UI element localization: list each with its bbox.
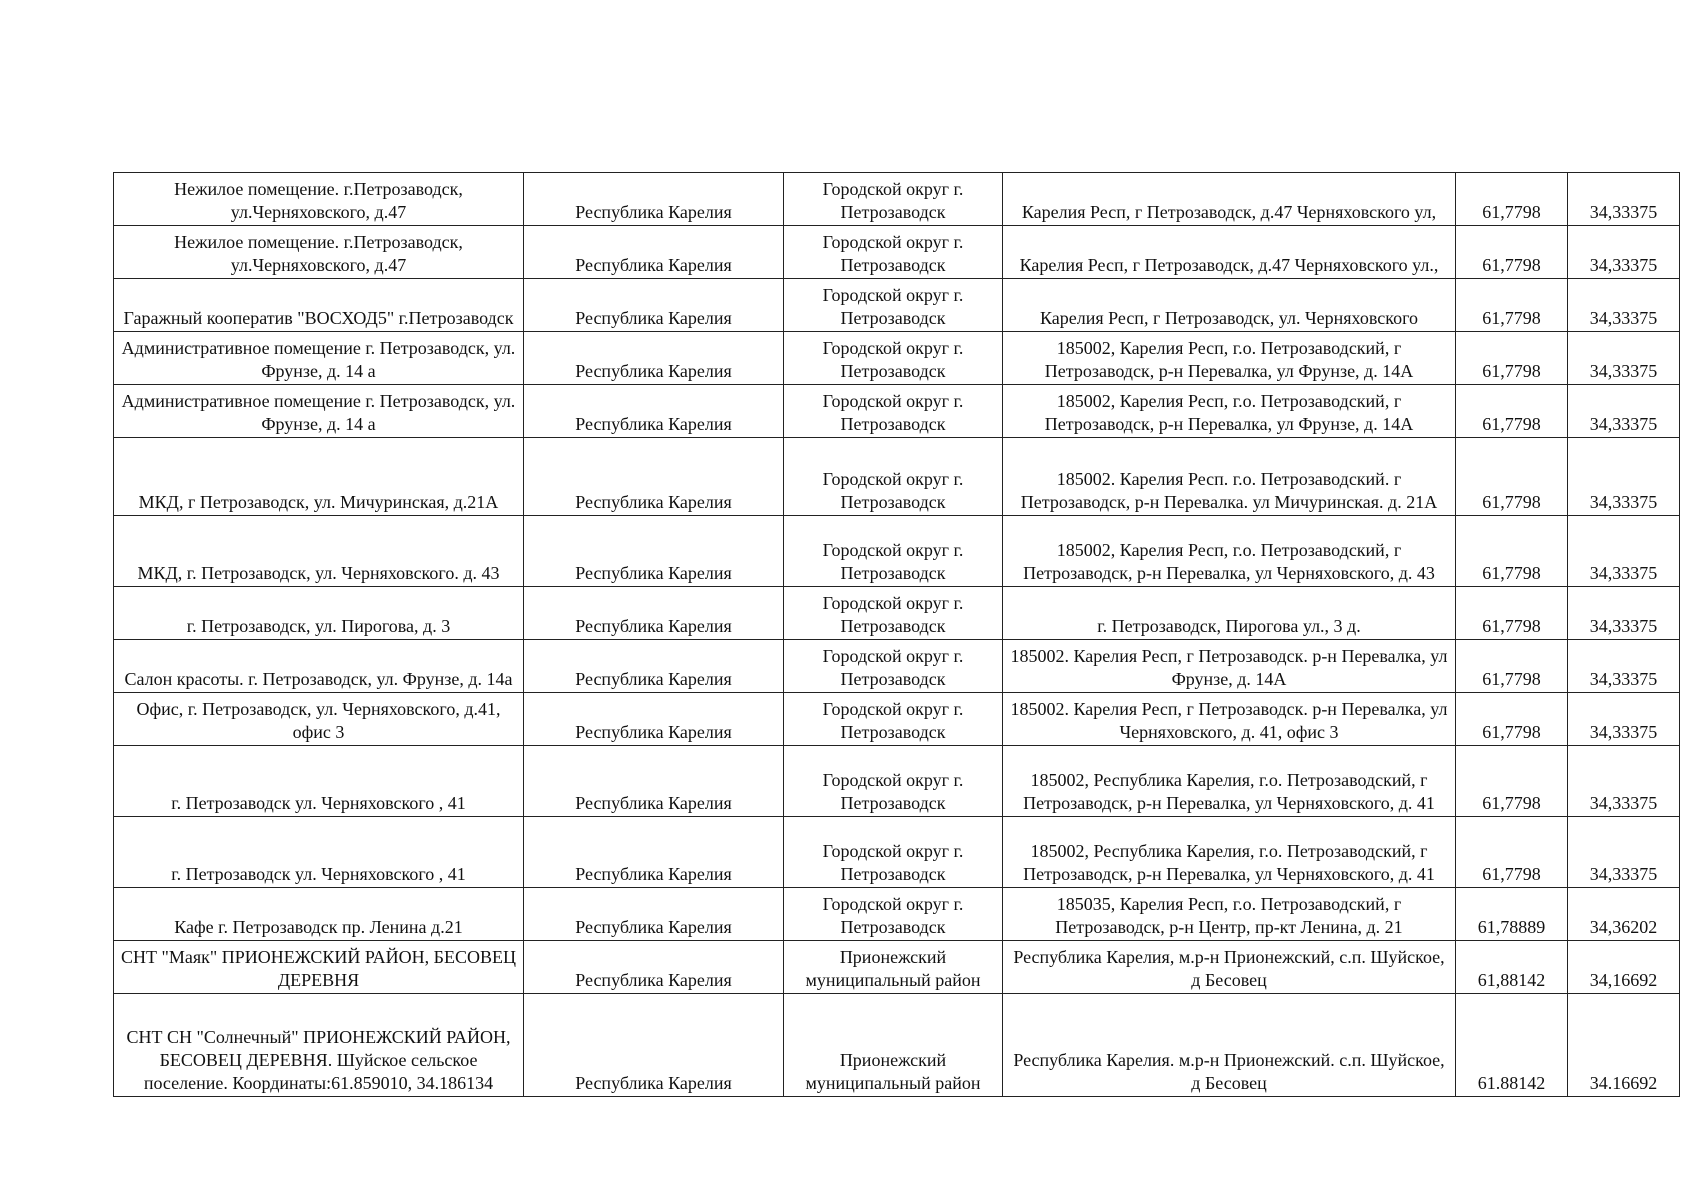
object-cell: Салон красоты. г. Петрозаводск, ул. Фрунзе, д. 14а (114, 640, 524, 693)
region-cell: Республика Карелия (524, 385, 784, 438)
region-cell: Республика Карелия (524, 693, 784, 746)
address-cell: 185002, Республика Карелия, г.о. Петрозаводский, г Петрозаводск, р-н Перевалка, ул Черняховского, д. 41 (1003, 817, 1456, 888)
address-cell: 185002, Республика Карелия, г.о. Петрозаводский, г Петрозаводск, р-н Перевалка, ул Черняховского, д. 41 (1003, 746, 1456, 817)
latitude-cell: 61,7798 (1456, 640, 1568, 693)
table-row (114, 385, 1680, 438)
longitude-cell: 34,16692 (1568, 941, 1680, 994)
region-cell: Республика Карелия (524, 332, 784, 385)
longitude-cell: 34,33375 (1568, 693, 1680, 746)
table-row (114, 438, 1680, 516)
municipality-cell: Городской округ г. Петрозаводск (784, 279, 1003, 332)
table-row (114, 173, 1680, 226)
longitude-cell: 34,33375 (1568, 173, 1680, 226)
region-cell: Республика Карелия (524, 516, 784, 587)
region-cell: Республика Карелия (524, 226, 784, 279)
object-cell: СНТ "Маяк" ПРИОНЕЖСКИЙ РАЙОН, БЕСОВЕЦ ДЕРЕВНЯ (114, 941, 524, 994)
region-cell: Республика Карелия (524, 173, 784, 226)
municipality-cell: Городской округ г. Петрозаводск (784, 587, 1003, 640)
region-cell: Республика Карелия (524, 888, 784, 941)
table-row (114, 516, 1680, 587)
municipality-cell: Городской округ г. Петрозаводск (784, 332, 1003, 385)
latitude-cell: 61,7798 (1456, 817, 1568, 888)
address-cell: Карелия Респ, г Петрозаводск, д.47 Черняховского ул., (1003, 226, 1456, 279)
object-cell: Кафе г. Петрозаводск пр. Ленина д.21 (114, 888, 524, 941)
object-cell: г. Петрозаводск ул. Черняховского , 41 (114, 817, 524, 888)
object-cell: МКД, г Петрозаводск, ул. Мичуринская, д.21А (114, 438, 524, 516)
latitude-cell: 61,7798 (1456, 226, 1568, 279)
table-row (114, 332, 1680, 385)
table-row (114, 888, 1680, 941)
longitude-cell: 34,33375 (1568, 226, 1680, 279)
latitude-cell: 61,7798 (1456, 279, 1568, 332)
object-cell: СНТ СН "Солнечный" ПРИОНЕЖСКИЙ РАЙОН, БЕСОВЕЦ ДЕРЕВНЯ. Шуйское сельское поселение. Координаты:61.859010, 34.186134 (114, 994, 524, 1097)
table-row (114, 817, 1680, 888)
object-cell: Административное помещение г. Петрозаводск, ул. Фрунзе, д. 14 а (114, 332, 524, 385)
table-row (114, 640, 1680, 693)
table-row (114, 941, 1680, 994)
object-cell: г. Петрозаводск ул. Черняховского , 41 (114, 746, 524, 817)
table-row (114, 746, 1680, 817)
latitude-cell: 61,7798 (1456, 516, 1568, 587)
table-row (114, 226, 1680, 279)
longitude-cell: 34,36202 (1568, 888, 1680, 941)
region-cell: Республика Карелия (524, 438, 784, 516)
table-row (114, 693, 1680, 746)
latitude-cell: 61,88142 (1456, 941, 1568, 994)
municipality-cell: Городской округ г. Петрозаводск (784, 516, 1003, 587)
latitude-cell: 61.88142 (1456, 994, 1568, 1097)
object-cell: Офис, г. Петрозаводск, ул. Черняховского, д.41, офис 3 (114, 693, 524, 746)
latitude-cell: 61,7798 (1456, 173, 1568, 226)
municipality-cell: Городской округ г. Петрозаводск (784, 226, 1003, 279)
address-cell: 185002, Карелия Респ, г.о. Петрозаводский, г Петрозаводск, р-н Перевалка, ул Фрунзе, д. 14А (1003, 332, 1456, 385)
address-cell: 185002. Карелия Респ, г Петрозаводск. р-н Перевалка, ул Черняховского, д. 41, офис 3 (1003, 693, 1456, 746)
municipality-cell: Городской округ г. Петрозаводск (784, 640, 1003, 693)
municipality-cell: Городской округ г. Петрозаводск (784, 817, 1003, 888)
longitude-cell: 34.16692 (1568, 994, 1680, 1097)
latitude-cell: 61,7798 (1456, 746, 1568, 817)
longitude-cell: 34,33375 (1568, 640, 1680, 693)
latitude-cell: 61,7798 (1456, 587, 1568, 640)
municipality-cell: Городской округ г. Петрозаводск (784, 385, 1003, 438)
longitude-cell: 34,33375 (1568, 438, 1680, 516)
address-cell: 185035, Карелия Респ, г.о. Петрозаводский, г Петрозаводск, р-н Центр, пр-кт Ленина, д. 21 (1003, 888, 1456, 941)
table-row (114, 994, 1680, 1097)
municipality-cell: Городской округ г. Петрозаводск (784, 173, 1003, 226)
address-cell: Республика Карелия. м.р-н Прионежский. с.п. Шуйское, д Бесовец (1003, 994, 1456, 1097)
municipality-cell: Городской округ г. Петрозаводск (784, 746, 1003, 817)
address-cell: 185002, Карелия Респ, г.о. Петрозаводский, г Петрозаводск, р-н Перевалка, ул Фрунзе, д. 14А (1003, 385, 1456, 438)
region-cell: Республика Карелия (524, 279, 784, 332)
region-cell: Республика Карелия (524, 941, 784, 994)
address-cell: 185002. Карелия Респ, г Петрозаводск. р-н Перевалка, ул Фрунзе, д. 14А (1003, 640, 1456, 693)
latitude-cell: 61,7798 (1456, 385, 1568, 438)
table-row (114, 587, 1680, 640)
region-cell: Республика Карелия (524, 587, 784, 640)
object-cell: Административное помещение г. Петрозаводск, ул. Фрунзе, д. 14 а (114, 385, 524, 438)
region-cell: Республика Карелия (524, 746, 784, 817)
municipality-cell: Городской округ г. Петрозаводск (784, 438, 1003, 516)
longitude-cell: 34,33375 (1568, 279, 1680, 332)
latitude-cell: 61,78889 (1456, 888, 1568, 941)
municipality-cell: Прионежский муниципальный район (784, 941, 1003, 994)
municipality-cell: Прионежский муниципальный район (784, 994, 1003, 1097)
longitude-cell: 34,33375 (1568, 516, 1680, 587)
address-cell: Республика Карелия, м.р-н Прионежский, с.п. Шуйское, д Бесовец (1003, 941, 1456, 994)
region-cell: Республика Карелия (524, 817, 784, 888)
longitude-cell: 34,33375 (1568, 587, 1680, 640)
municipality-cell: Городской округ г. Петрозаводск (784, 693, 1003, 746)
object-cell: Гаражный кооператив "ВОСХОД5" г.Петрозаводск (114, 279, 524, 332)
latitude-cell: 61,7798 (1456, 332, 1568, 385)
longitude-cell: 34,33375 (1568, 385, 1680, 438)
address-cell: 185002, Карелия Респ, г.о. Петрозаводский, г Петрозаводск, р-н Перевалка, ул Черняховского, д. 43 (1003, 516, 1456, 587)
latitude-cell: 61,7798 (1456, 693, 1568, 746)
address-cell: Карелия Респ, г Петрозаводск, д.47 Черняховского ул, (1003, 173, 1456, 226)
longitude-cell: 34,33375 (1568, 746, 1680, 817)
municipality-cell: Городской округ г. Петрозаводск (784, 888, 1003, 941)
longitude-cell: 34,33375 (1568, 332, 1680, 385)
region-cell: Республика Карелия (524, 640, 784, 693)
objects-table (113, 172, 1680, 1097)
object-cell: г. Петрозаводск, ул. Пирогова, д. 3 (114, 587, 524, 640)
latitude-cell: 61,7798 (1456, 438, 1568, 516)
table-row (114, 279, 1680, 332)
address-cell: г. Петрозаводск, Пирогова ул., 3 д. (1003, 587, 1456, 640)
object-cell: МКД, г. Петрозаводск, ул. Черняховского. д. 43 (114, 516, 524, 587)
address-cell: 185002. Карелия Респ. г.о. Петрозаводский. г Петрозаводск, р-н Перевалка. ул Мичуринская. д. 21А (1003, 438, 1456, 516)
longitude-cell: 34,33375 (1568, 817, 1680, 888)
region-cell: Республика Карелия (524, 994, 784, 1097)
object-cell: Нежилое помещение. г.Петрозаводск, ул.Черняховского, д.47 (114, 173, 524, 226)
object-cell: Нежилое помещение. г.Петрозаводск, ул.Черняховского, д.47 (114, 226, 524, 279)
table-body (114, 173, 1680, 1097)
address-cell: Карелия Респ, г Петрозаводск, ул. Черняховского (1003, 279, 1456, 332)
